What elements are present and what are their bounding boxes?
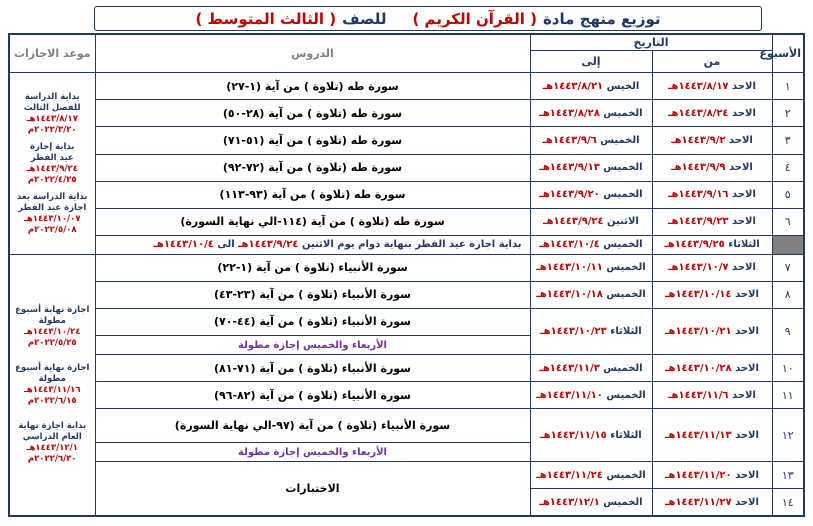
date-from [652, 281, 772, 308]
date-to [530, 100, 652, 127]
to-date: ١٤٤٣/١٢/١هـ [539, 496, 600, 508]
to-date: ١٤٤٣/١١/١٠هـ [536, 389, 603, 401]
to-date: ١٤٤٣/٩/٦هـ [542, 135, 597, 146]
holiday-hijri: ١٤٤٣/١١/١٦هـ [23, 384, 81, 395]
from-day: الاحد [728, 135, 753, 146]
to-date: ١٤٤٣/١٠/٤هـ [539, 239, 600, 251]
holiday-label: مطولة [38, 373, 66, 384]
week-number: ١١ [772, 382, 804, 409]
date-from [652, 127, 772, 154]
from-date: ١٤٤٣/٩/٩هـ [671, 162, 726, 174]
to-day: الخميس [603, 107, 643, 119]
date-from [652, 308, 772, 354]
week-number: ١٣ [772, 462, 804, 489]
date-to [530, 382, 652, 409]
holiday-gregorian: ٢٠٢٢/٥/٢٥م [27, 337, 77, 348]
date-from [652, 254, 772, 281]
week-row [9, 281, 804, 308]
week-row [9, 73, 804, 100]
from-date: ١٤٤٣/١٠/٢١هـ [665, 326, 732, 338]
page-title [94, 6, 762, 31]
from-day: الاحد [732, 262, 756, 274]
holidays-block-1 [9, 73, 95, 254]
week-row [9, 127, 804, 154]
banner-date-from [652, 235, 772, 254]
week-row [9, 154, 804, 181]
week-number: ٦ [772, 208, 804, 235]
week-row [9, 254, 804, 281]
lesson-cell: سورة الأنبياء (تلاوة ) من آية (٩٧-الي نهاية السورة) [95, 409, 530, 443]
to-day: الثلاثاء [610, 429, 642, 441]
date-from [652, 489, 772, 516]
to-date: ١٤٤٣/٩/١٣هـ [539, 162, 600, 174]
title-part2: للصف [342, 9, 387, 28]
from-day: الاحد [735, 362, 759, 374]
title-subject: ( القرآن الكريم ) [412, 9, 537, 28]
holiday-label: عيد الفطر [30, 152, 74, 163]
to-day: الخيس [606, 80, 640, 92]
date-to [530, 181, 652, 208]
to-date: ١٤٤٣/٩/٢٠هـ [539, 189, 600, 201]
holiday-label: اجازة عيد الفطر [18, 202, 87, 213]
to-date: ١٤٤٣/٩/٢٤هـ [543, 216, 604, 228]
date-to [530, 208, 652, 235]
to-day: الخميس [600, 135, 640, 146]
lesson-cell: سورة طه (تلاوة ) من آية (٢٨-٥٠) [95, 100, 530, 127]
header-holidays: موعد الاجازات [9, 34, 95, 73]
banner-text: بداية اجازة عيد الفطر بنهاية دوام يوم الاثنين [302, 239, 522, 251]
date-from [652, 208, 772, 235]
banner-week-cell [772, 235, 804, 254]
exams-cell: الاختبارات [95, 462, 530, 516]
to-day: الخميس [603, 189, 643, 201]
week-number: ١٢ [772, 409, 804, 462]
week-number: ٧ [772, 254, 804, 281]
holiday-gregorian: ٢٠٢٢/٦/١٥م [27, 395, 77, 406]
week-number: ٤ [772, 154, 804, 181]
from-date: ١٤٤٣/١١/٢٧هـ [665, 496, 732, 508]
date-to [530, 409, 652, 462]
date-to [530, 281, 652, 308]
from-date: ١٤٤٣/١١/٦هـ [668, 389, 729, 401]
long-weekend-note: الأربعاء والخميس إجازة مطولة [95, 335, 530, 354]
header-to: إلى [530, 50, 652, 73]
lesson-cell: سورة الأنبياء (تلاوة ) من آية (٧١-٨١) [95, 355, 530, 382]
week-number: ١ [772, 73, 804, 100]
header-from: من [652, 50, 772, 73]
week-row [9, 181, 804, 208]
holiday-label: بداية إجازة [30, 141, 75, 152]
week-number: ٥ [772, 181, 804, 208]
from-day: الاحد [735, 289, 759, 301]
week-row [9, 355, 804, 382]
holiday-label: للفصل الثالث [23, 102, 81, 113]
from-day: الاحد [735, 429, 759, 441]
from-day: الاحد [732, 80, 756, 92]
date-from [652, 100, 772, 127]
holiday-label: بداية الدراسة [24, 91, 80, 102]
from-day: الاحد [732, 107, 756, 119]
date-from [652, 181, 772, 208]
lesson-cell: سورة الأنبياء (تلاوة ) من آية (٨٢-٩٦) [95, 382, 530, 409]
from-day: الاحد [732, 389, 756, 401]
week-row [9, 462, 804, 489]
header-week: الأسبوع [772, 34, 804, 73]
week-number: ٩ [772, 308, 804, 354]
date-from [652, 73, 772, 100]
date-from [652, 382, 772, 409]
from-date: ١٤٤٣/٨/١٧هـ [668, 80, 729, 92]
title-part1: توزيع منهج مادة [542, 9, 661, 28]
date-to [530, 489, 652, 516]
date-to [530, 254, 652, 281]
holiday-label: بداية الدراسة بعد [16, 191, 88, 202]
week-row [9, 382, 804, 409]
from-date: ١٤٤٣/١٠/٧هـ [668, 262, 729, 274]
from-date: ١٤٤٣/٩/٢٥هـ [664, 239, 725, 251]
to-date: ١٤٤٣/١١/٣هـ [539, 362, 600, 374]
eid-banner [95, 235, 530, 254]
week-row [9, 308, 804, 335]
lesson-cell: سورة طه (تلاوة ) من آية (٩٣-١١٣) [95, 181, 530, 208]
week-row [9, 208, 804, 235]
banner-date-2: ١٤٤٣/١٠/٤هـ [153, 239, 214, 251]
holidays-block-2 [9, 254, 95, 516]
week-row [9, 100, 804, 127]
to-date: ١٤٤٣/١١/٢٤هـ [536, 469, 603, 481]
from-day: الاحد [735, 496, 759, 508]
lesson-cell: سورة الأنبياء (تلاوة ) من آية (٤٤-٧٠) [95, 308, 530, 335]
from-day: الثلاثاء [728, 239, 760, 251]
date-from [652, 409, 772, 462]
from-day: الاحد [735, 326, 759, 338]
from-day: الاحد [728, 162, 753, 174]
long-weekend-note: الأربعاء والخميس إجازة مطولة [95, 443, 530, 462]
header-lessons: الدروس [95, 34, 530, 73]
holiday-hijri: ١٤٤٣/٩/٢٤هـ [26, 163, 78, 174]
date-from [652, 355, 772, 382]
date-from [652, 154, 772, 181]
holiday-gregorian: ٢٠٢٢/٥/٠٨م [27, 224, 77, 235]
header-row [9, 34, 804, 50]
to-day: الخميس [606, 389, 646, 401]
from-date: ١٤٤٣/١٠/٢٨هـ [665, 362, 732, 374]
from-day: الاحد [732, 189, 756, 201]
holiday-gregorian: ٢٠٢٢/٤/٢٥م [27, 174, 77, 185]
lesson-cell: سورة الأنبياء (تلاوة ) من آية (٢٣-٤٣) [95, 281, 530, 308]
from-date: ١٤٤٣/١١/١٣هـ [665, 429, 732, 441]
week-row [9, 409, 804, 443]
date-to [530, 462, 652, 489]
to-day: الخميس [603, 496, 643, 508]
to-day: الاثنين [607, 216, 639, 228]
week-number: ١٤ [772, 489, 804, 516]
to-day: الخميس [606, 469, 646, 481]
from-date: ١٤٤٣/٩/٢هـ [671, 135, 726, 146]
holiday-hijri: ١٤٤٣/١٠/٢٤هـ [23, 326, 81, 337]
from-day: الاحد [735, 469, 759, 481]
header-date: التاريخ [530, 34, 772, 50]
banner-date-1: ١٤٤٣/٩/٢٤هـ [238, 239, 299, 251]
holiday-hijri: ١٤٤٣/١٢/١هـ [26, 442, 78, 453]
holiday-hijri: ١٤٤٣/١٠/٠٧هـ [23, 213, 81, 224]
week-number: ١٠ [772, 355, 804, 382]
to-day: الخميس [606, 289, 646, 301]
to-date: ١٤٤٣/١٠/٢٣هـ [540, 326, 607, 338]
schedule-table [8, 33, 805, 517]
lesson-cell: سورة الأنبياء (تلاوة ) من آية (١-٢٢) [95, 254, 530, 281]
to-day: الخميس [603, 162, 643, 174]
from-date: ١٤٤٣/١٠/١٤هـ [665, 289, 732, 301]
from-date: ١٤٤٣/١١/٢٠هـ [665, 469, 732, 481]
to-date: ١٤٤٣/٨/٢٨هـ [539, 107, 600, 119]
lesson-cell: سورة طه (تلاوة ) من آية (٥١-٧١) [95, 127, 530, 154]
from-day: الاحد [732, 216, 756, 228]
week-number: ٨ [772, 281, 804, 308]
date-to [530, 127, 652, 154]
to-day: الخميس [606, 262, 646, 274]
holiday-label: اجازة نهاية أسبوع [15, 304, 90, 315]
from-date: ١٤٤٣/٩/١٦هـ [668, 189, 729, 201]
holiday-gregorian: ٢٠٢٢/٦/٣٠م [27, 453, 77, 464]
to-day: الخميس [603, 239, 643, 251]
holiday-label: اجازة نهاية أسبوع [15, 362, 90, 373]
banner-date-to [530, 235, 652, 254]
holiday-label: مطولة [38, 315, 66, 326]
lesson-cell: سورة طه (تلاوة ) من آية (٧٢-٩٢) [95, 154, 530, 181]
banner-mid: الى [217, 239, 235, 251]
lesson-cell: سورة طه (تلاوة ) من آية (١-٢٧) [95, 73, 530, 100]
to-date: ١٤٤٣/١٠/١١هـ [536, 262, 603, 274]
to-day: الخميس [603, 362, 643, 374]
from-date: ١٤٤٣/٩/٢٣هـ [668, 216, 729, 228]
to-date: ١٤٤٣/١١/١٥هـ [540, 429, 607, 441]
eid-banner-row [9, 235, 804, 254]
from-date: ١٤٤٣/٨/٢٤هـ [668, 107, 729, 119]
week-number: ٢ [772, 100, 804, 127]
date-to [530, 355, 652, 382]
lesson-cell: سورة طه (تلاوة ) من آية (١١٤-الي نهاية السورة) [95, 208, 530, 235]
title-grade: ( الثالث المتوسط ) [195, 9, 337, 28]
holiday-hijri: ١٤٤٣/٨/١٧هـ [26, 113, 78, 124]
to-date: ١٤٤٣/٨/٢١هـ [542, 80, 604, 92]
date-to [530, 154, 652, 181]
holiday-label: بداية اجازة نهاية [18, 420, 87, 431]
to-day: الثلاثاء [610, 326, 642, 338]
holiday-gregorian: ٢٠٢٢/٣/٢٠م [27, 124, 77, 135]
to-date: ١٤٤٣/١٠/١٨هـ [536, 289, 603, 301]
holiday-label: العام الدراسي [22, 431, 82, 442]
date-to [530, 73, 652, 100]
date-from [652, 462, 772, 489]
week-number: ٣ [772, 127, 804, 154]
date-to [530, 308, 652, 354]
